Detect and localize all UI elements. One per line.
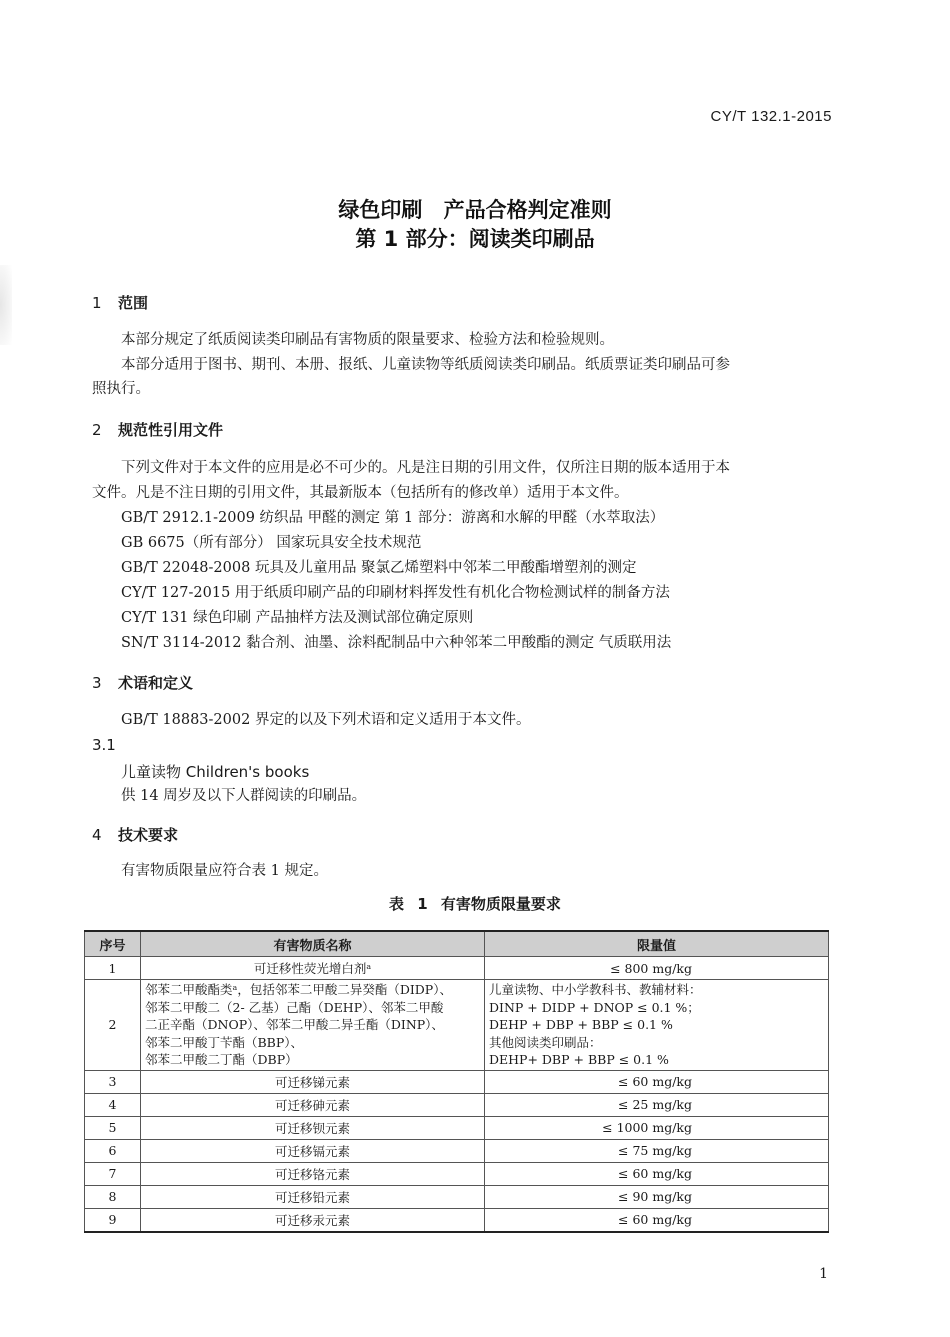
table-caption: 表 1 有害物质限量要求 — [389, 895, 561, 913]
section-2-paragraph-cont: 文件。凡是不注日期的引用文件，其最新版本（包括所有的修改单）适用于本文件。 — [92, 485, 629, 501]
reference-item: GB/T 2912.1-2009 纺织品 甲醛的测定 第 1 部分：游离和水解的甲醛（水萃取法） — [121, 510, 665, 526]
scan-smudge — [0, 265, 12, 345]
table-row: 8 可迁移铅元素 ≤ 90 mg/kg — [85, 1185, 829, 1208]
reference-item: GB/T 22048-2008 玩具及儿童用品 聚氯乙烯塑料中邻苯二甲酸酯增塑剂的测定 — [121, 560, 637, 576]
document-title: 绿色印刷 产品合格判定准则 — [338, 198, 612, 222]
section-4-paragraph: 有害物质限量应符合表 1 规定。 — [121, 863, 328, 879]
term-children-books: 儿童读物 Children's books — [121, 763, 310, 781]
reference-item: SN/T 3114-2012 黏合剂、油墨、涂料配制品中六种邻苯二甲酸酯的测定 气质联用法 — [121, 635, 672, 651]
standard-number: CY/T 132.1-2015 — [710, 108, 832, 125]
table-header-row — [85, 931, 829, 957]
table-row: 6 可迁移镉元素 ≤ 75 mg/kg — [85, 1139, 829, 1162]
table-row: 7 可迁移铬元素 ≤ 60 mg/kg — [85, 1162, 829, 1185]
phthalates-limit-cell: 儿童读物、中小学教科书、教辅材料： DINP + DIDP + DNOP ≤ 0.1 %； DEHP + DBP + BBP ≤ 0.1 % 其他阅读类印刷品： DEHP+ DBP + BBP ≤ 0.1 % — [485, 980, 829, 1071]
reference-item: GB 6675（所有部分） 国家玩具安全技术规范 — [121, 535, 422, 551]
phthalates-cell: 邻苯二甲酸酯类ᵃ，包括邻苯二甲酸二异癸酯（DIDP）、 邻苯二甲酸二（2- 乙基）己酯（DEHP）、邻苯二甲酸 二正辛酯（DNOP）、邻苯二甲酸二异壬酯（DINP）、 邻苯二甲酸丁苄酯（BBP）、 邻苯二甲酸二丁酯（DBP） — [141, 980, 485, 1071]
reference-item: CY/T 127-2015 用于纸质印刷产品的印刷材料挥发性有机化合物检测试样的制备方法 — [121, 585, 670, 601]
table-row: 2 邻苯二甲酸酯类ᵃ，包括邻苯二甲酸二异癸酯（DIDP）、 邻苯二甲酸二（2- 乙基）己酯（DEHP）、邻苯二甲酸 二正辛酯（DNOP）、邻苯二甲酸二异壬酯（DINP）、 邻苯二甲酸丁苄酯（BBP）、 邻苯二甲酸二丁酯（DBP） 儿童读物、中小学教科书、教辅材料： DINP + DIDP + DNOP ≤ 0.1 %； DEHP + DBP + BBP ≤ 0.1 % 其他阅读类印刷品： DEHP+ DBP + BBP ≤ 0.1 % — [85, 980, 829, 1071]
page-number: 1 — [819, 1266, 828, 1282]
header-substance: 有害物质名称 — [141, 931, 485, 957]
section-2-paragraph: 下列文件对于本文件的应用是必不可少的。凡是注日期的引用文件，仅所注日期的版本适用于本 — [121, 460, 730, 476]
section-4-heading: 4 技术要求 — [92, 826, 179, 844]
document-subtitle: 第 1 部分：阅读类印刷品 — [355, 227, 595, 251]
hazardous-substances-table — [84, 930, 829, 1233]
reference-item: CY/T 131 绿色印刷 产品抽样方法及测试部位确定原则 — [121, 610, 474, 626]
section-2-heading: 2 规范性引用文件 — [92, 421, 224, 439]
header-serial: 序号 — [85, 931, 141, 957]
section-3-heading: 3 术语和定义 — [92, 674, 194, 692]
term-definition: 供 14 周岁及以下人群阅读的印刷品。 — [121, 788, 367, 804]
table-row: 1 可迁移性荧光增白剂ᵃ ≤ 800 mg/kg — [85, 957, 829, 980]
section-1-paragraph-1: 本部分规定了纸质阅读类印刷品有害物质的限量要求、检验方法和检验规则。 — [121, 332, 614, 348]
table-row: 5 可迁移钡元素 ≤ 1000 mg/kg — [85, 1116, 829, 1139]
subsection-3-1-number: 3.1 — [92, 736, 116, 754]
table-row: 9 可迁移汞元素 ≤ 60 mg/kg — [85, 1208, 829, 1232]
header-limit: 限量值 — [485, 931, 829, 957]
table-row: 3 可迁移锑元素 ≤ 60 mg/kg — [85, 1070, 829, 1093]
section-3-paragraph: GB/T 18883-2002 界定的以及下列术语和定义适用于本文件。 — [121, 712, 531, 728]
section-1-heading: 1 范围 — [92, 294, 149, 312]
table-row: 4 可迁移砷元素 ≤ 25 mg/kg — [85, 1093, 829, 1116]
section-1-paragraph-2: 本部分适用于图书、期刊、本册、报纸、儿童读物等纸质阅读类印刷品。纸质票证类印刷品可参 — [121, 357, 730, 373]
section-1-paragraph-2-cont: 照执行。 — [92, 381, 150, 397]
